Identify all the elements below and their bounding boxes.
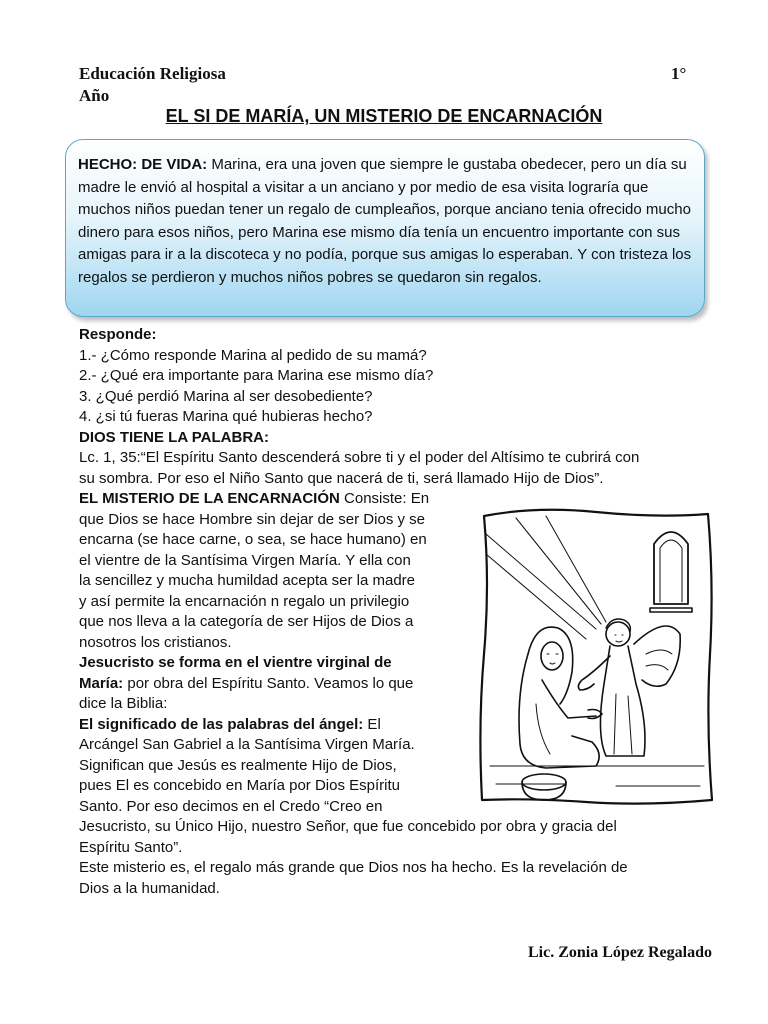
grade-word: Año: [79, 86, 110, 105]
mystery-line: y así permite la encarnación n regalo un privilegio: [79, 592, 410, 610]
angel-line: Santo. Por eso decimos en el Credo “Creo en: [79, 797, 383, 815]
mystery-line: la sencillez y mucha humildad acepta ser la madre: [79, 572, 415, 589]
angel-heading: El significado de las palabras del ángel:: [79, 715, 364, 733]
angel-line: Jesucristo, su Único Hijo, nuestro Señor, que fue concebido por obra y gracia del: [79, 818, 617, 835]
formation-text: por obra del Espíritu Santo. Veamos lo que: [123, 674, 414, 692]
angel-line: Espíritu Santo”.: [79, 838, 183, 856]
mystery-line: el vientre de la Santísima Virgen María. Y ella con: [79, 551, 411, 569]
closing-line: Dios a la humanidad.: [79, 879, 220, 897]
formation-line: dice la Biblia:: [79, 695, 168, 712]
questions-heading: Responde:: [79, 326, 157, 343]
signature: Lic. Zonia López Regalado: [527, 944, 712, 961]
page-title: EL SI DE MARÍA, UN MISTERIO DE ENCARNACIÓN: [165, 106, 603, 126]
angel-line: Significan que Jesús es realmente Hijo de Dios,: [79, 756, 397, 774]
word-heading: DIOS TIENE LA PALABRA:: [79, 428, 269, 446]
formation-heading-2: María:: [79, 674, 124, 692]
mystery-heading: EL MISTERIO DE LA ENCARNACIÓN: [79, 490, 340, 507]
angel-line: pues El es concebido en María por Dios Espíritu: [79, 777, 400, 794]
scripture-line: Lc. 1, 35:“El Espíritu Santo descenderá sobre ti y el poder del Altísimo te cubrirá con: [79, 449, 640, 466]
question-item: 2.- ¿Qué era importante para Marina ese mismo día?: [79, 367, 434, 384]
mystery-line: que Dios se hace Hombre sin dejar de ser Dios y se: [79, 510, 425, 528]
question-item: 4. ¿si tú fueras Marina qué hubieras hecho?: [79, 408, 373, 425]
mystery-line: que nos lleva a la categoría de ser Hijos de Dios a: [79, 613, 414, 630]
angel-lead: El: [363, 715, 381, 733]
grade-number: 1°: [671, 64, 687, 83]
story-text: Marina, era una joven que siempre le gustaba obedecer, pero un día su madre le envió al hospital a visitar a un anciano y por medio de esa visita lograría que muchos niños puedan tener un regalo de cumpleaños, porque anciano tenia ofrecido mucho dinero para esos niños, pero Marina ese mismo día tenía un encuentro importante con sus amigas para ir a la discoteca y no podía, porque sus amigas lo esperaban. Y con tristeza los regalos se perdieron y muchos niños pobres se quedaron sin regalos.: [78, 156, 692, 286]
formation-heading: Jesucristo se forma en el vientre virginal de: [79, 654, 392, 671]
angel-line: Arcángel San Gabriel a la Santísima Virgen María.: [79, 736, 415, 753]
question-item: 1.- ¿Cómo responde Marina al pedido de su mamá?: [79, 346, 427, 364]
question-item: 3. ¿Qué perdió Marina al ser desobediente?: [79, 387, 373, 405]
story-label: HECHO: DE VIDA:: [78, 156, 208, 173]
annunciation-illustration: [476, 504, 716, 809]
mystery-lead: Consiste: En: [339, 490, 430, 507]
mystery-line: nosotros los cristianos.: [79, 633, 232, 651]
scripture-line: su sombra. Por eso el Niño Santo que nacerá de ti, será llamado Hijo de Dios”.: [79, 469, 604, 487]
subject-label: Educación Religiosa: [79, 64, 226, 83]
closing-line: Este misterio es, el regalo más grande que Dios nos ha hecho. Es la revelación de: [79, 859, 628, 876]
mystery-line: encarna (se hace carne, o sea, se hace humano) en: [79, 531, 427, 548]
story-box: [65, 139, 705, 317]
